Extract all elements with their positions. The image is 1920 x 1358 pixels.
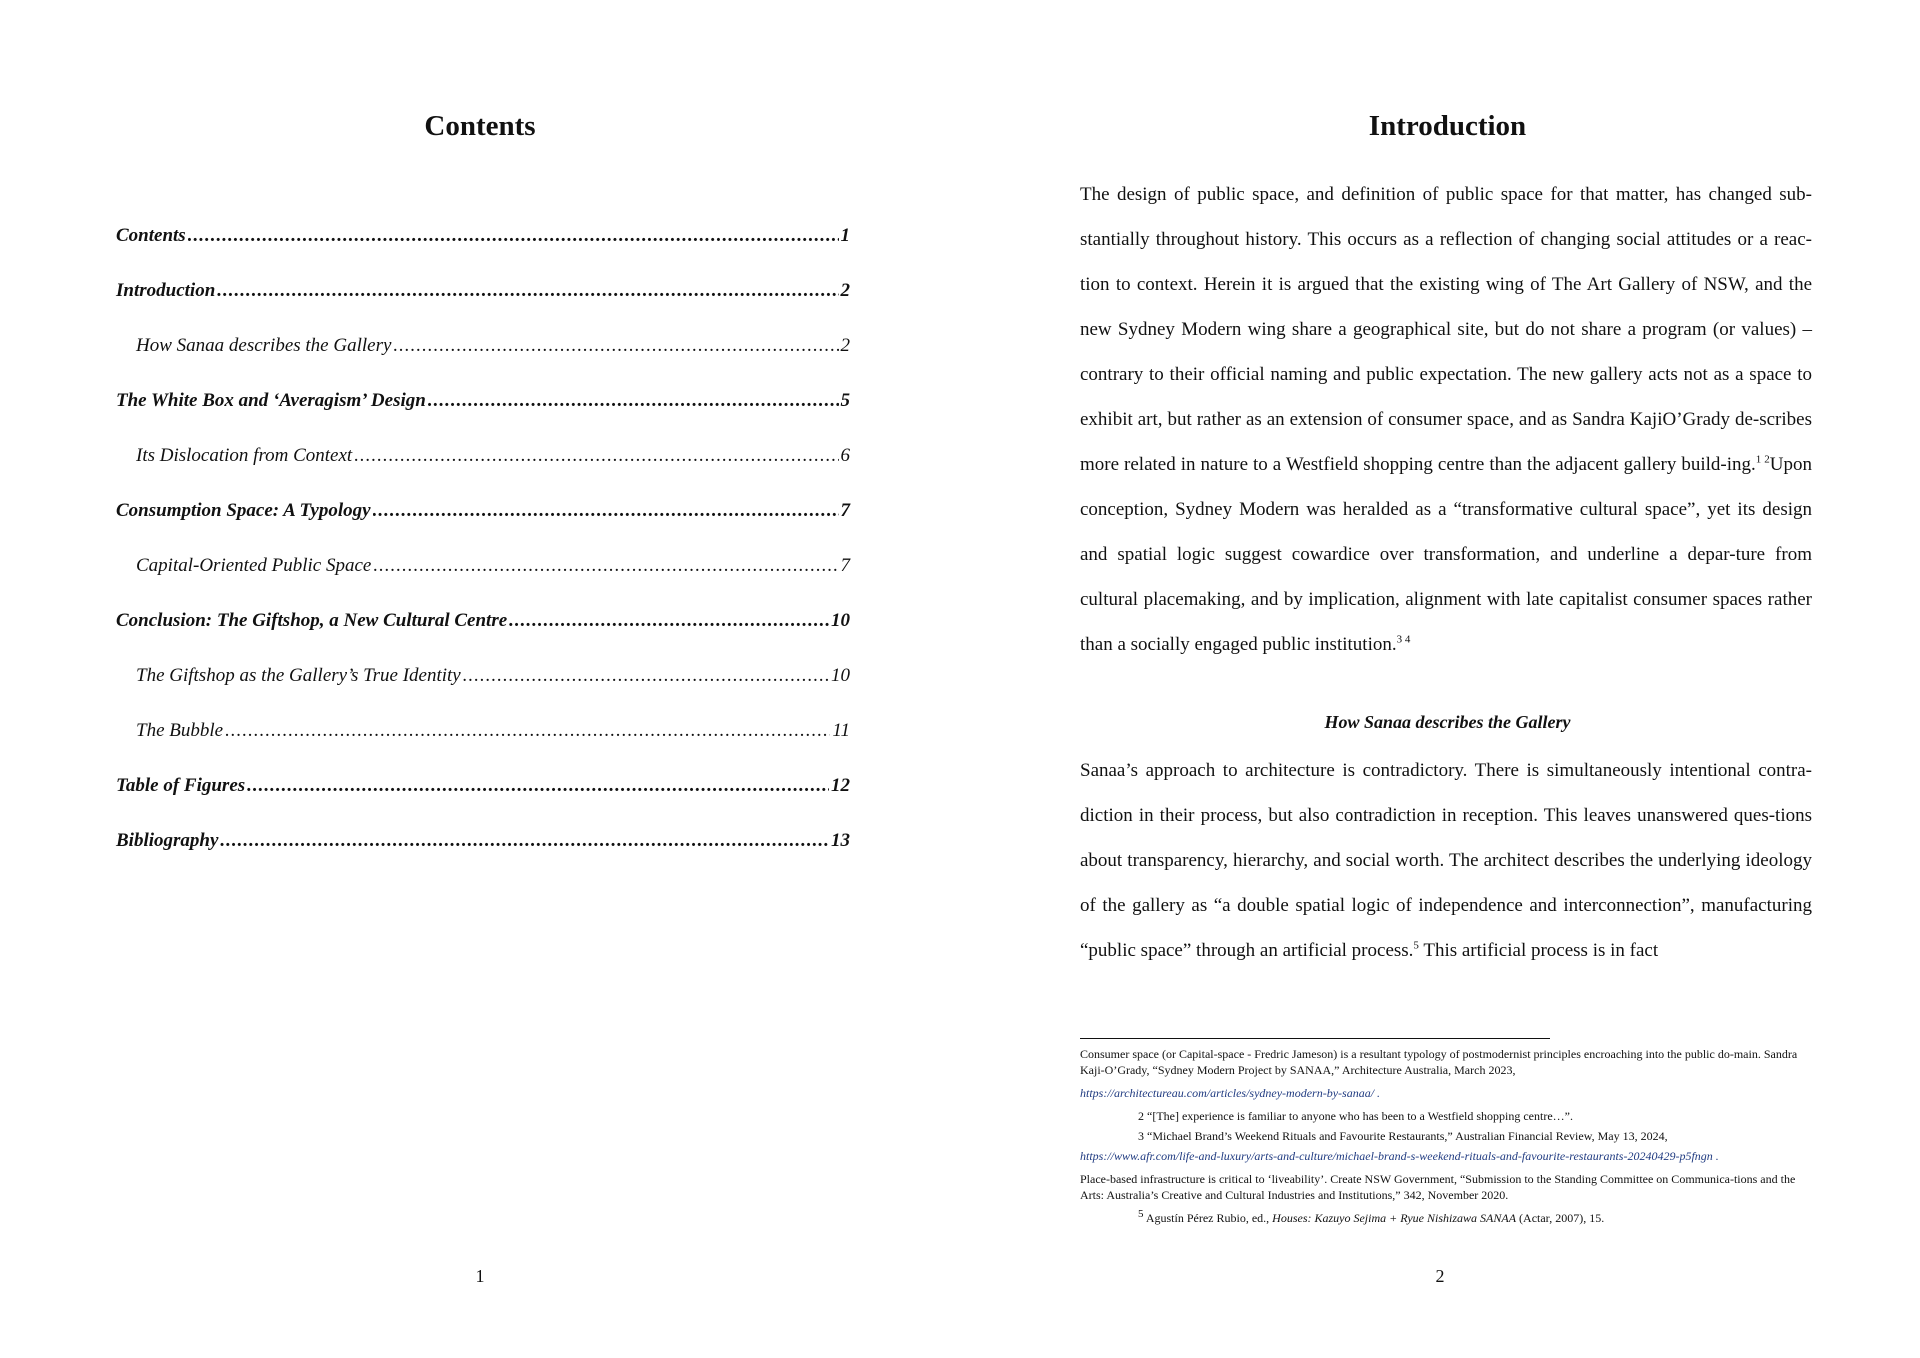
footnote-ref[interactable]: 1 2: [1755, 453, 1770, 466]
toc-entry-page: 13: [831, 830, 850, 851]
toc-entry-label: Consumption Space: A Typology: [116, 500, 371, 521]
toc-entry-label: Table of Figures: [116, 775, 246, 796]
paragraph-text: This artificial process is in fact: [1423, 940, 1659, 961]
toc-entry[interactable]: [116, 225, 850, 280]
footnotes: [1080, 1046, 1812, 1230]
footnote-ref[interactable]: 5: [1413, 939, 1419, 952]
toc-dot-leader: [428, 390, 839, 412]
toc-entry[interactable]: [116, 280, 850, 335]
toc-dot-leader: [354, 445, 838, 467]
toc-entry-page: 2: [840, 335, 850, 356]
toc-entry-page: 11: [832, 720, 850, 741]
footnote: 2 “[The] experience is familiar to anyone who has been to a Westfield shopping centre…”.: [1138, 1109, 1573, 1123]
toc-entry[interactable]: [116, 830, 850, 885]
toc-dot-leader: [217, 280, 838, 302]
toc-entry-page: 1: [840, 225, 850, 246]
toc-entry[interactable]: [116, 445, 850, 500]
toc-entry-label: Its Dislocation from Context: [136, 445, 353, 466]
toc-dot-leader: [220, 830, 829, 852]
footnote: Place-based infrastructure is critical to ‘liveability’. Create NSW Government, “Submission to the Standing Committee on Communica-tions and the Arts: Australia’s Creative and Cultural Industries and Institutions,” 342, November 2020.: [1080, 1172, 1796, 1202]
toc-entry[interactable]: [116, 610, 850, 665]
toc-entry[interactable]: [116, 335, 850, 390]
toc-entry-page: 7: [840, 555, 850, 576]
introduction-page: [960, 0, 1920, 1358]
contents-title: Contents: [424, 110, 536, 142]
footnote: 3 “Michael Brand’s Weekend Rituals and Favourite Restaurants,” Australian Financial Review, May 13, 2024,: [1138, 1129, 1668, 1143]
toc-entry-page: 10: [831, 665, 850, 686]
toc-entry-page: 10: [831, 610, 850, 631]
footnote-text: Consumer space (or Capital-space - Fredric Jameson) is a resultant typology of postmodernist principles encroaching into the public do-main. Sandra Kaji-O’Grady, “Sydney Modern Project by SANAA,” Architecture Australia, March 2023,: [1080, 1047, 1798, 1077]
toc-entry[interactable]: [116, 555, 850, 610]
footnote-divider: [1080, 1038, 1550, 1039]
toc-entry[interactable]: [116, 720, 850, 775]
toc-entry-page: 7: [840, 500, 850, 521]
paragraph-text: Upon conception, Sydney Modern was heralded as a “transformative cultural space”, yet its design and spatial logic suggest cowardice over transformation, and underline a depar-ture from cultural placemaking, and by implication, alignment with late capitalist consumer spaces rather than a socially engaged public institution.: [1080, 454, 1813, 655]
toc-entry[interactable]: [116, 390, 850, 445]
table-of-contents: [116, 225, 850, 885]
toc-dot-leader: [373, 500, 839, 522]
page-number: 1: [475, 1266, 485, 1286]
footnote-link[interactable]: https://www.afr.com/life-and-luxury/arts-and-culture/michael-brand-s-weekend-rituals-and-favourite-restaurants-20240429-p5fngn .: [1080, 1149, 1719, 1163]
paragraph-text: Sanaa’s approach to architecture is contradictory. There is simultaneously intentional contra-diction in their process, but also contradiction in reception. This leaves unanswered ques-tions about transparency, hierarchy, and social worth. The architect describes the underlying ideology of the gallery as “a double spatial logic of independence and interconnection”, manufacturing “public space” through an artificial process.: [1080, 760, 1812, 961]
toc-dot-leader: [247, 775, 829, 797]
toc-entry[interactable]: [116, 775, 850, 830]
body-paragraph: [1080, 748, 1812, 973]
footnote-text: (Actar, 2007), 15.: [1516, 1211, 1605, 1225]
toc-entry-label: Capital-Oriented Public Space: [136, 555, 372, 576]
toc-entry[interactable]: [116, 665, 850, 720]
footnote-book-title: Houses: Kazuyo Sejima + Ryue Nishizawa SANAA: [1272, 1211, 1517, 1225]
toc-entry-label: The Giftshop as the Gallery’s True Identity: [136, 665, 461, 686]
introduction-title: Introduction: [1368, 110, 1527, 142]
toc-entry-page: 6: [840, 445, 850, 466]
footnote-link[interactable]: https://architectureau.com/articles/sydney-modern-by-sanaa/ .: [1080, 1086, 1381, 1100]
page-number: 2: [1435, 1266, 1445, 1286]
toc-entry-label: How Sanaa describes the Gallery: [136, 335, 392, 356]
introduction-paragraph: [1080, 172, 1812, 667]
toc-entry[interactable]: [116, 500, 850, 555]
section-subheading: How Sanaa describes the Gallery: [1324, 712, 1571, 732]
toc-dot-leader: [393, 335, 838, 357]
toc-entry-page: 12: [831, 775, 850, 796]
footnote-number: 5: [1138, 1208, 1144, 1220]
toc-dot-leader: [509, 610, 829, 632]
toc-entry-label: Introduction: [116, 280, 216, 301]
toc-dot-leader: [463, 665, 829, 687]
toc-entry-page: 2: [840, 280, 850, 301]
toc-entry-label: The White Box and ‘Averagism’ Design: [116, 390, 426, 411]
footnote: [1080, 1046, 1812, 1078]
toc-entry-label: Bibliography: [116, 830, 219, 851]
paragraph-text: The design of public space, and definition of public space for that matter, has changed sub-stantially throughout history. This occurs as a reflection of changing social attitudes or a reac-tion to context. Herein it is argued that the existing wing of The Art Gallery of NSW, and the new Sydney Modern wing share a geographical site, but do not share a program (or values) – contrary to their official naming and public expectation. The new gallery acts not as a space to exhibit art, but rather as an extension of consumer space, and as Sandra KajiO’Grady de-scribes more related in nature to a Westfield shopping centre than the adjacent gallery build-ing.: [1080, 184, 1812, 475]
footnote-ref[interactable]: 3 4: [1396, 633, 1411, 646]
toc-dot-leader: [225, 720, 830, 742]
toc-entry-page: 5: [840, 390, 850, 411]
toc-entry-label: The Bubble: [136, 720, 224, 741]
toc-dot-leader: [373, 555, 838, 577]
footnote-text: Agustín Pérez Rubio, ed.,: [1143, 1211, 1273, 1225]
toc-dot-leader: [188, 225, 839, 247]
footnote: [1080, 1210, 1812, 1226]
toc-entry-label: Contents: [116, 225, 186, 246]
toc-entry-label: Conclusion: The Giftshop, a New Cultural Centre: [116, 610, 508, 631]
